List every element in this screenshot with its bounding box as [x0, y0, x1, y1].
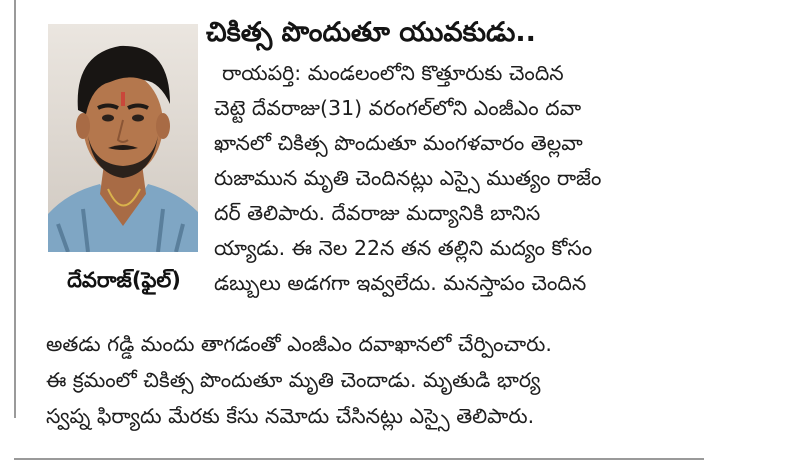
body-line: ఖానలో చికిత్స పొందుతూ మంగళవారం తెల్లవా	[214, 131, 583, 155]
body-line: ఈ క్రమంలో చికిత్స పొందుతూ మృతి చెందాడు. మృతుడి భార్య	[46, 368, 541, 392]
body-line: దర్‌ తెలిపారు. దేవరాజు మద్యానికి బానిస	[214, 201, 541, 225]
body-line: స్వప్న ఫిర్యాదు మేరకు కేసు నమోదు చేసినట్లు ఎస్సై తెలిపారు.	[46, 404, 535, 428]
body-line: రాయపర్తి: మండలంలోని కొత్తూరుకు చెందిన	[222, 61, 564, 85]
article-headline: చికిత్స పొందుతూ యువకుడు..	[206, 17, 536, 48]
body-line: రుజామున మృతి చెందినట్లు ఎస్సై ముత్యం రాజేం	[214, 166, 602, 190]
body-line: అతడు గడ్డి మందు తాగడంతో ఎంజీఎం దవాఖానలో చేర్పించారు.	[46, 332, 552, 356]
photo-caption: దేవరాజ్‌(ఫైల్‌)	[67, 268, 181, 292]
column-rule-left	[14, 0, 16, 418]
column-rule-bottom	[14, 458, 704, 460]
body-line: య్యాడు. ఈ నెల 22న తన తల్లిని మద్యం కోసం	[214, 236, 593, 260]
person-photo	[48, 24, 198, 252]
body-line: చెట్టె దేవరాజు(31) వరంగల్‌లోని ఎంజీఎం దవా	[214, 96, 582, 120]
body-line: డబ్బులు అడగగా ఇవ్వలేదు. మనస్తాపం చెందిన	[214, 271, 587, 295]
